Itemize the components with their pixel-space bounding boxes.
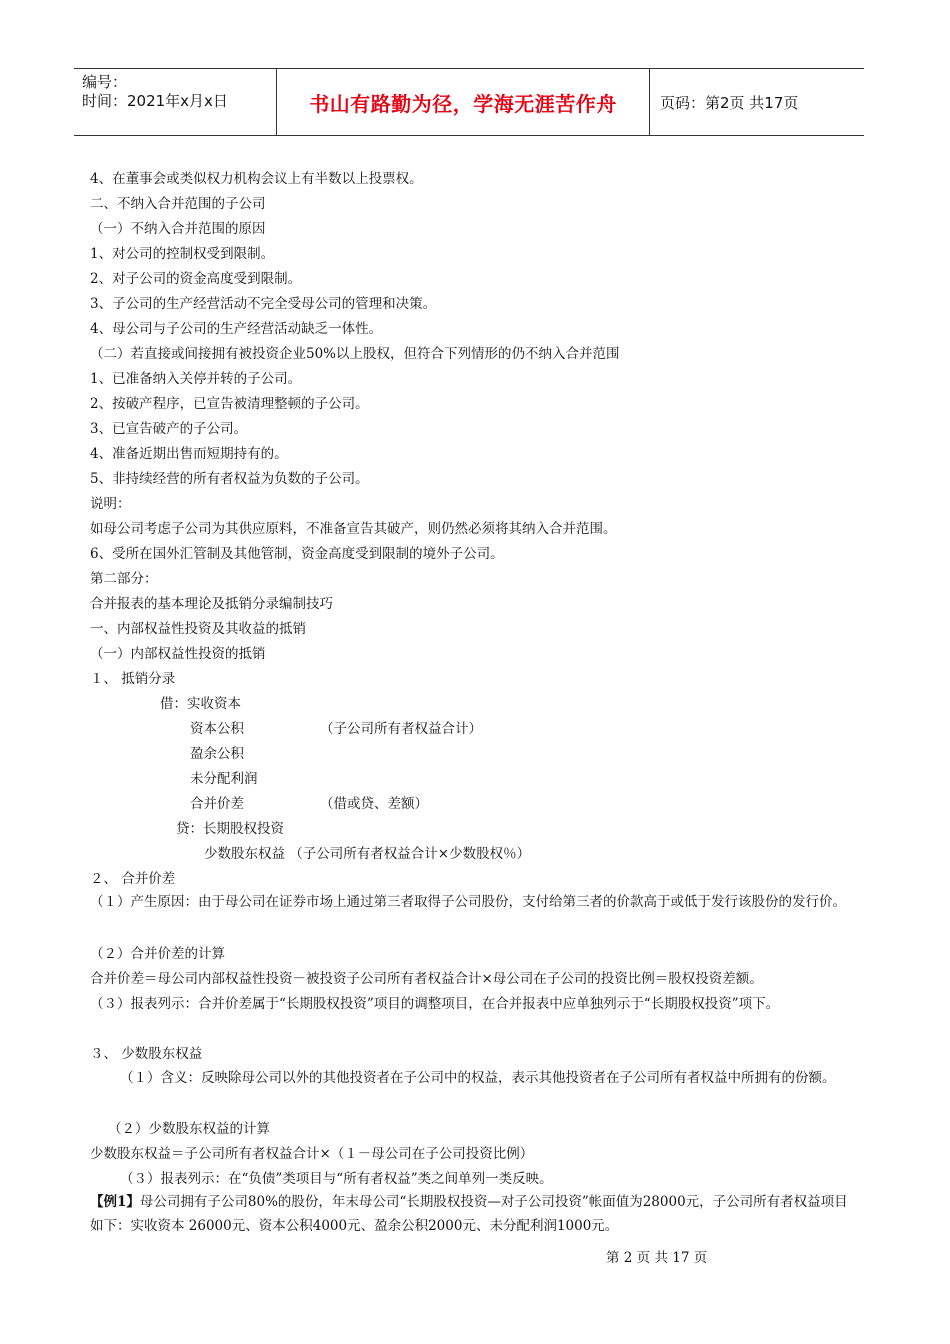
item-heading: ３、 少数股东权益 [90, 1046, 203, 1062]
text-line: 6、受所在国外汇管制及其他管制，资金高度受到限制的境外子公司。 [90, 546, 504, 562]
entry-credit: 贷：长期股权投资 [176, 821, 284, 837]
paragraph: （１）含义：反映除母公司以外的其他投资者在子公司中的权益，表示其他投资者在子公司所有者权益中所拥有的份额。 [120, 1070, 836, 1086]
document-number: 编号： [82, 73, 128, 91]
item-heading: ２、 合并价差 [90, 871, 176, 887]
text-line: 3、已宣告破产的子公司。 [90, 421, 248, 437]
paragraph: （１）产生原因：由于母公司在证券市场上通过第三者取得子公司股份，支付给第三者的价款高于或低于发行该股份的发行价。 [90, 894, 846, 910]
text-line: 4、母公司与子公司的生产经营活动缺乏一体性。 [90, 321, 383, 337]
text-line: 合并价差＝母公司内部权益性投资－被投资子公司所有者权益合计×母公司在子公司的投资比例＝股权投资差额。 [90, 971, 763, 987]
header-page-number: 页码：第2页 共17页 [660, 93, 799, 112]
text-line: 4、在董事会或类似权力机构会议上有半数以上投票权。 [90, 171, 423, 187]
text-line: （３）报表列示：合并价差属于“长期股权投资”项目的调整项目，在合并报表中应单独列示于“长期股权投资”项下。 [90, 996, 780, 1012]
text-line: 少数股东权益＝子公司所有者权益合计×（１－母公司在子公司投资比例） [90, 1146, 534, 1162]
text-line: 5、非持续经营的所有者权益为负数的子公司。 [90, 471, 369, 487]
entry-line: 少数股东权益 （子公司所有者权益合计×少数股权％） [204, 846, 531, 862]
item-heading: １、 抵销分录 [90, 671, 176, 687]
page-header [74, 68, 864, 136]
text-line: 说明： [90, 496, 131, 512]
part-title: 合并报表的基本理论及抵销分录编制技巧 [90, 596, 333, 612]
example-label: 【例1】 [90, 1194, 140, 1210]
section-heading: 一、内部权益性投资及其收益的抵销 [90, 621, 306, 637]
text-line: 2、对子公司的资金高度受到限制。 [90, 271, 302, 287]
text-line: 如母公司考虑子公司为其供应原料，不准备宣告其破产，则仍然必须将其纳入合并范围。 [90, 521, 617, 537]
text-line: （２）合并价差的计算 [90, 946, 225, 962]
text-line: 1、已准备纳入关停并转的子公司。 [90, 371, 302, 387]
subsection-heading: （一）不纳入合并范围的原因 [90, 221, 266, 237]
example-text: 母公司拥有子公司80%的股份，年末母公司“长期股权投资—对子公司投资”帐面值为28000元，子公司所有者权益项目如下：实收资本 26000元、资本公积4000元、盈余公积2000元、未分配利润1000元。 [90, 1194, 848, 1234]
text-line: 2、按破产程序，已宣告被清理整顿的子公司。 [90, 396, 369, 412]
text-line: （３）报表列示：在“负债”类项目与“所有者权益”类之间单列一类反映。 [120, 1171, 553, 1187]
text-line: （２）少数股东权益的计算 [108, 1121, 270, 1137]
subsection-heading: （二）若直接或间接拥有被投资企业50%以上股权，但符合下列情形的仍不纳入合并范围 [90, 346, 620, 362]
part-heading: 第二部分： [90, 571, 158, 587]
entry-line: 资本公积 [190, 721, 244, 737]
header-slogan: 书山有路勤为径，学海无涯苦作舟 [276, 69, 650, 135]
text-line: 4、准备近期出售而短期持有的。 [90, 446, 288, 462]
entry-line: 未分配利润 [190, 771, 258, 787]
example-paragraph [90, 1190, 860, 1238]
subsection-heading: （一）内部权益性投资的抵销 [90, 646, 266, 662]
text-line: 1、对公司的控制权受到限制。 [90, 246, 275, 262]
entry-line: 盈余公积 [190, 746, 244, 762]
section-heading: 二、不纳入合并范围的子公司 [90, 196, 266, 212]
entry-debit: 借：实收资本 [160, 696, 241, 712]
entry-line: 合并价差 [190, 796, 244, 812]
header-left-cell [74, 69, 276, 135]
text-line: 3、子公司的生产经营活动不完全受母公司的管理和决策。 [90, 296, 437, 312]
entry-note: （子公司所有者权益合计） [320, 721, 482, 737]
page-footer: 第 2 页 共 17 页 [606, 1250, 708, 1266]
entry-note: （借或贷、差额） [320, 796, 428, 812]
document-time: 时间：2021年x月x日 [82, 92, 228, 110]
